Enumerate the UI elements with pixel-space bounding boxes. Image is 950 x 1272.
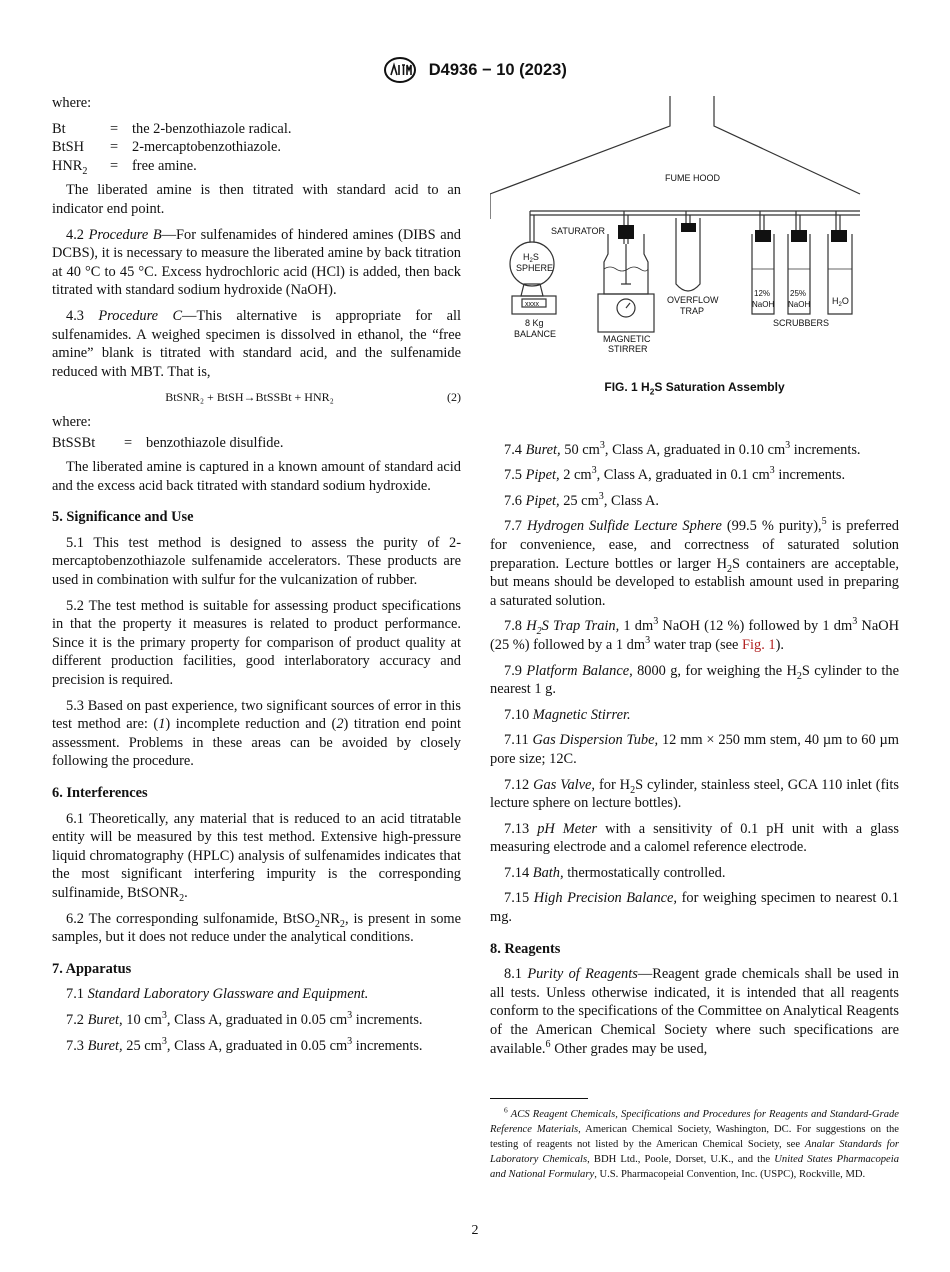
footnote-rule xyxy=(490,1098,588,1099)
figure-1 xyxy=(490,94,899,384)
scrubbers-label: SCRUBBERS xyxy=(773,318,830,328)
section-7-4: 7.4 Buret, 50 $cm^3$, Class A, graduated in 0.10 $cm^3$ increments. xyxy=(504,439,861,458)
section-heading: 6. Interferences xyxy=(52,785,148,801)
section-7-9: 7.9 Platform Balance, 8000 g, for weighing the $H_2S$ cylinder to the nearest 1 g. xyxy=(490,662,899,698)
section-7-2: 7.2 Buret, 10 $cm^3$, Class A, graduated in 0.05 $cm^3$ increments. xyxy=(66,1010,423,1028)
section-7-11: 7.11 Gas Dispersion Tube, 12 mm × 250 mm stem, 40 µm to 60 µm pore size; 12C. xyxy=(490,732,899,767)
left-column xyxy=(52,94,461,1062)
definition-list xyxy=(52,120,461,176)
section-4-3: 4.3 Procedure C—This alternative is appropriate for all sulfenamides. A weighed specimen is dissolved in ethanol, the “free amine” blank is titrated with standard acid, and the sulfenamide reduced with MBT. That is, xyxy=(52,307,461,380)
h2o-label: $H_2O$ xyxy=(832,296,849,308)
astm-logo-icon xyxy=(383,56,417,84)
where-label: where: xyxy=(52,95,92,111)
document-code: D4936 − 10 (2023) xyxy=(428,60,567,79)
trap-label: OVERFLOW xyxy=(667,295,719,305)
definition-item: $HNR_2$ = free amine. xyxy=(52,157,197,177)
stopper xyxy=(618,225,634,239)
fume-hood-outline xyxy=(490,96,670,219)
section-6-1: 6.1 Theoretically, any material that is reduced to an acid titratable entity will be measured by this test method. Extensive high-pressure liquid chromatography (HPLC) analysis of sulfenamides indicates that the most significant interfering impurity is the corresponding sulfinamide, BtSONR$_2$. xyxy=(52,810,461,904)
saturation-assembly-diagram xyxy=(490,94,899,384)
section-7-6: 7.6 Pipet, 25 $cm^3$, Class A. xyxy=(504,490,659,509)
svg-text:NaOH: NaOH xyxy=(752,300,775,309)
naoh-12-label: 12% xyxy=(754,289,771,298)
figure-caption: FIG. 1 $H_2S$ Saturation Assembly xyxy=(604,380,785,397)
svg-text:NaOH: NaOH xyxy=(788,300,811,309)
section-7-5: 7.5 Pipet, 2 $cm^3$, Class A, graduated in 0.1 $cm^3$ increments. xyxy=(504,465,846,484)
section-5-3: 5.3 Based on past experience, two significant sources of error in this test method are: (1) incomplete reduction and (2) titration end point assessment. Problems in these areas can be avoided by closely following the procedure. xyxy=(52,697,461,770)
figure-link[interactable]: Fig. 1 xyxy=(742,636,776,653)
definition-item: BtSSBt = benzothiazole disulfide. xyxy=(52,434,284,451)
definition-item: BtSH = 2-mercaptobenzothiazole. xyxy=(52,139,282,156)
sphere-label: SPHERE xyxy=(516,263,554,273)
gas-line xyxy=(530,211,860,215)
where-label: where: xyxy=(52,413,92,430)
page-header xyxy=(0,56,950,84)
section-heading: 5. Significance and Use xyxy=(52,509,194,526)
stirrer-label: MAGNETIC xyxy=(603,334,651,344)
right-column xyxy=(490,94,899,1182)
section-7-13: 7.13 pH Meter with a sensitivity of 0.1 pH unit with a glass measuring electrode and a calomel reference electrode. xyxy=(490,820,899,856)
section-7-8: 7.8 $H_2S$ Trap Train, 1 $dm^3$ NaOH (12 %) followed by 1 $dm^3$ NaOH (25 %) followed by a 1 $dm^3$ water trap (see Fig. 1). xyxy=(490,616,900,653)
svg-text:BALANCE: BALANCE xyxy=(514,329,557,339)
magnetic-stirrer xyxy=(598,294,654,332)
balance-display: xxxx xyxy=(525,301,539,308)
balance-label: 8 Kg xyxy=(525,318,544,328)
h2s-label: $H_2S$ xyxy=(523,252,539,264)
section-heading: 8. Reagents xyxy=(490,940,561,957)
paragraph: The liberated amine is then titrated with standard acid to an indicator end point. xyxy=(52,182,461,217)
svg-text:STIRRER: STIRRER xyxy=(608,344,648,354)
section-6-2: 6.2 The corresponding sulfonamide, $BtSO_2NR_2$, is present in some samples, but it does not reduce under the analytical conditions. xyxy=(52,910,462,946)
section-7-15: 7.15 High Precision Balance, for weighing specimen to nearest 0.1 mg. xyxy=(490,890,899,926)
definition-item: Bt = the 2-benzothiazole radical. xyxy=(52,120,292,137)
svg-text:TRAP: TRAP xyxy=(680,306,705,316)
section-7-14: 7.14 Bath, thermostatically controlled. xyxy=(504,864,726,881)
section-7-7: 7.7 Hydrogen Sulfide Lecture Sphere (99.5 % purity),$^5$ is preferred for convenience, ease, and correctness of saturated solution preparation. Lecture bottles or larger $H_2S$ containers are acceptable, but means should be developed to establish amount used in preparing a saturated solution. xyxy=(490,516,899,609)
section-4-2: 4.2 Procedure B—For sulfenamides of hindered amines (DIBS and DCBS), it is necessary to measure the liberated amine by back titration at 40 °C to 45 °C. Excess hydrochloric acid (HCl) is added, then back titrated with standard sodium hydroxide (NaOH). xyxy=(52,226,461,299)
equation-number: (2) xyxy=(447,390,461,405)
paragraph: The liberated amine is captured in a known amount of standard acid and the excess acid back titrated with standard sodium hydroxide. xyxy=(52,459,461,494)
equation-2: BtSNR₂ + BtSH→BtSSBt + HNR₂ (2) xyxy=(52,388,461,407)
section-7-1: 7.1 Standard Laboratory Glassware and Equipment. xyxy=(66,986,369,1003)
section-7-10: 7.10 Magnetic Stirrer. xyxy=(504,706,631,723)
section-8-1: 8.1 Purity of Reagents—Reagent grade chemicals shall be used in all tests. Unless otherwise indicated, it is intended that all reagents conform to the specifications of the Committee on Analytical Reagents of the American Chemical Society where such specifications are available.$^6$ Other grades may be used, xyxy=(490,966,899,1057)
section-7-3: 7.3 Buret, 25 $cm^3$, Class A, graduated in 0.05 $cm^3$ increments. xyxy=(66,1035,423,1054)
fume-hood-label: FUME HOOD xyxy=(665,173,720,183)
page-number: 2 xyxy=(471,1223,479,1238)
section-heading: 7. Apparatus xyxy=(52,960,132,977)
footnote: $^6$ ACS Reagent Chemicals, Specifications and Procedures for Reagents and Standard-Grade Reference Materials, American Chemical Society, Washington, DC. For suggestions on the testing of reagents not listed by the American Chemical Society, see Analar Standards for Laboratory Chemicals, BDH Ltd., Poole, Dorset, U.K., and the United States Pharmacopeia and National Formulary, U.S. Pharmacopeial Convention, Inc. (USPC), Rockville, MD. xyxy=(490,1105,900,1181)
section-7-12: 7.12 Gas Valve, for $H_2S$ cylinder, stainless steel, GCA 110 inlet (fits lecture sphere on lecture bottles). xyxy=(490,776,899,812)
section-5-1: 5.1 This test method is designed to assess the purity of 2-mercaptobenzothiazole sulfenamide accelerators. These products are used in combination with sulfur for the vulcanization of rubber. xyxy=(52,534,461,589)
saturator-label: SATURATOR xyxy=(551,226,606,236)
naoh-25-label: 25% xyxy=(790,289,807,298)
section-5-2: 5.2 The test method is suitable for assessing product specifications in that the property it measures is related to product performance. Since it is the primary property for comparison of product quality at different production facilities, good interlaboratory accuracy and precision is required. xyxy=(52,597,461,689)
